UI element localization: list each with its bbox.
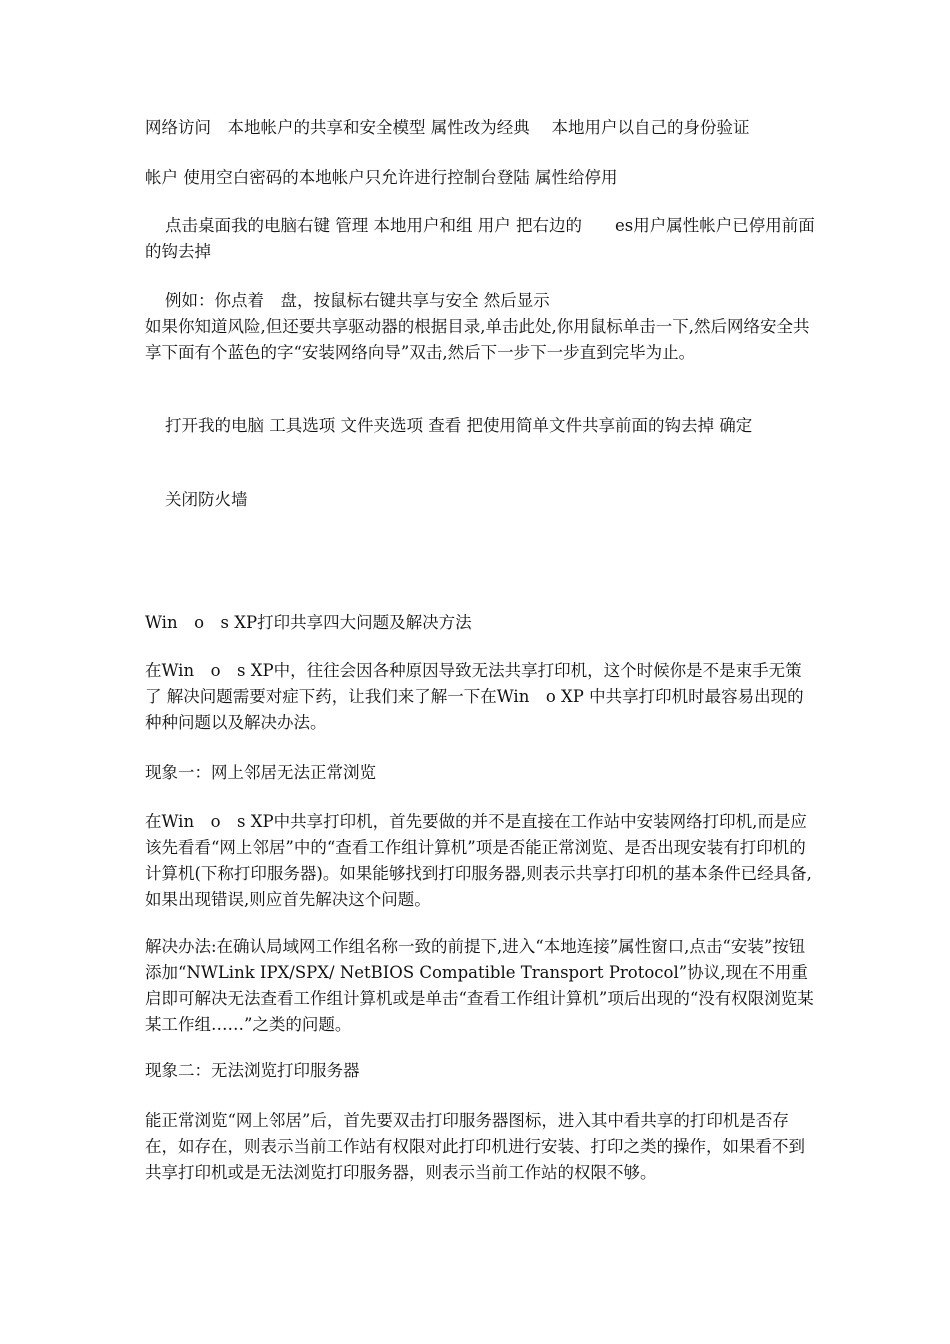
- paragraph-blank-password: 帐户 使用空白密码的本地帐户只允许进行控制台登陆 属性给停用: [145, 168, 618, 187]
- paragraph-solution: 解决办法:在确认局域网工作组名称一致的前提下,进入“本地连接”属性窗口,点击“安装”按钮添加“NWLink IPX/SPX/ NetBIOS Compatible Transport Protocol”协议,现在不用重启即可解决无法查看工作组计算机或是单击“查看工作组计算机”项后出现的“没有权限浏览某某工作组……”之类的问题。: [145, 937, 814, 1034]
- paragraph-guest-account: 点击桌面我的电脑右键 管理 本地用户和组 用户 把右边的 es用户属性帐户已停用前面的钩去掉: [145, 216, 815, 261]
- heading-issue-two: 现象二：无法浏览打印服务器: [145, 1061, 360, 1080]
- paragraph-share-root: 如果你知道风险,但还要共享驱动器的根据目录,单击此处,你用鼠标单击一下,然后网络安全共享下面有个蓝色的字“安装网络向导”双击,然后下一步下一步直到完毕为止。: [145, 317, 810, 362]
- paragraph-network-access: 网络访问 本地帐户的共享和安全模型 属性改为经典 本地用户以自己的身份验证: [145, 118, 750, 137]
- paragraph-example: 例如：你点着 盘，按鼠标右键共享与安全 然后显示: [165, 291, 550, 310]
- paragraph-issue-two: 能正常浏览“网上邻居”后，首先要双击打印服务器图标，进入其中看共享的打印机是否存在，如存在，则表示当前工作站有权限对此打印机进行安装、打印之类的操作，如果看不到共享打印机或是无法浏览打印服务器，则表示当前工作站的权限不够。: [145, 1111, 805, 1182]
- paragraph-folder-options: 打开我的电脑 工具选项 文件夹选项 查看 把使用简单文件共享前面的钩去掉 确定: [165, 416, 753, 435]
- section-title: Win o s XP打印共享四大问题及解决方法: [145, 613, 472, 632]
- paragraph-firewall: 关闭防火墙: [165, 490, 248, 509]
- paragraph-intro: 在Win o s XP中，往往会因各种原因导致无法共享打印机，这个时候你是不是束手无策了 解决问题需要对症下药，让我们来了解一下在Win o XP 中共享打印机时最容易出现的种种问题以及解决办法。: [145, 661, 804, 732]
- heading-issue-one: 现象一：网上邻居无法正常浏览: [145, 763, 376, 782]
- paragraph-issue-one: 在Win o s XP中共享打印机，首先要做的并不是直接在工作站中安装网络打印机,而是应该先看看“网上邻居”中的“查看工作组计算机”项是否能正常浏览、是否出现安装有打印机的计算机(下称打印服务器)。如果能够找到打印服务器,则表示共享打印机的基本条件已经具备,如果出现错误,则应首先解决这个问题。: [145, 812, 812, 909]
